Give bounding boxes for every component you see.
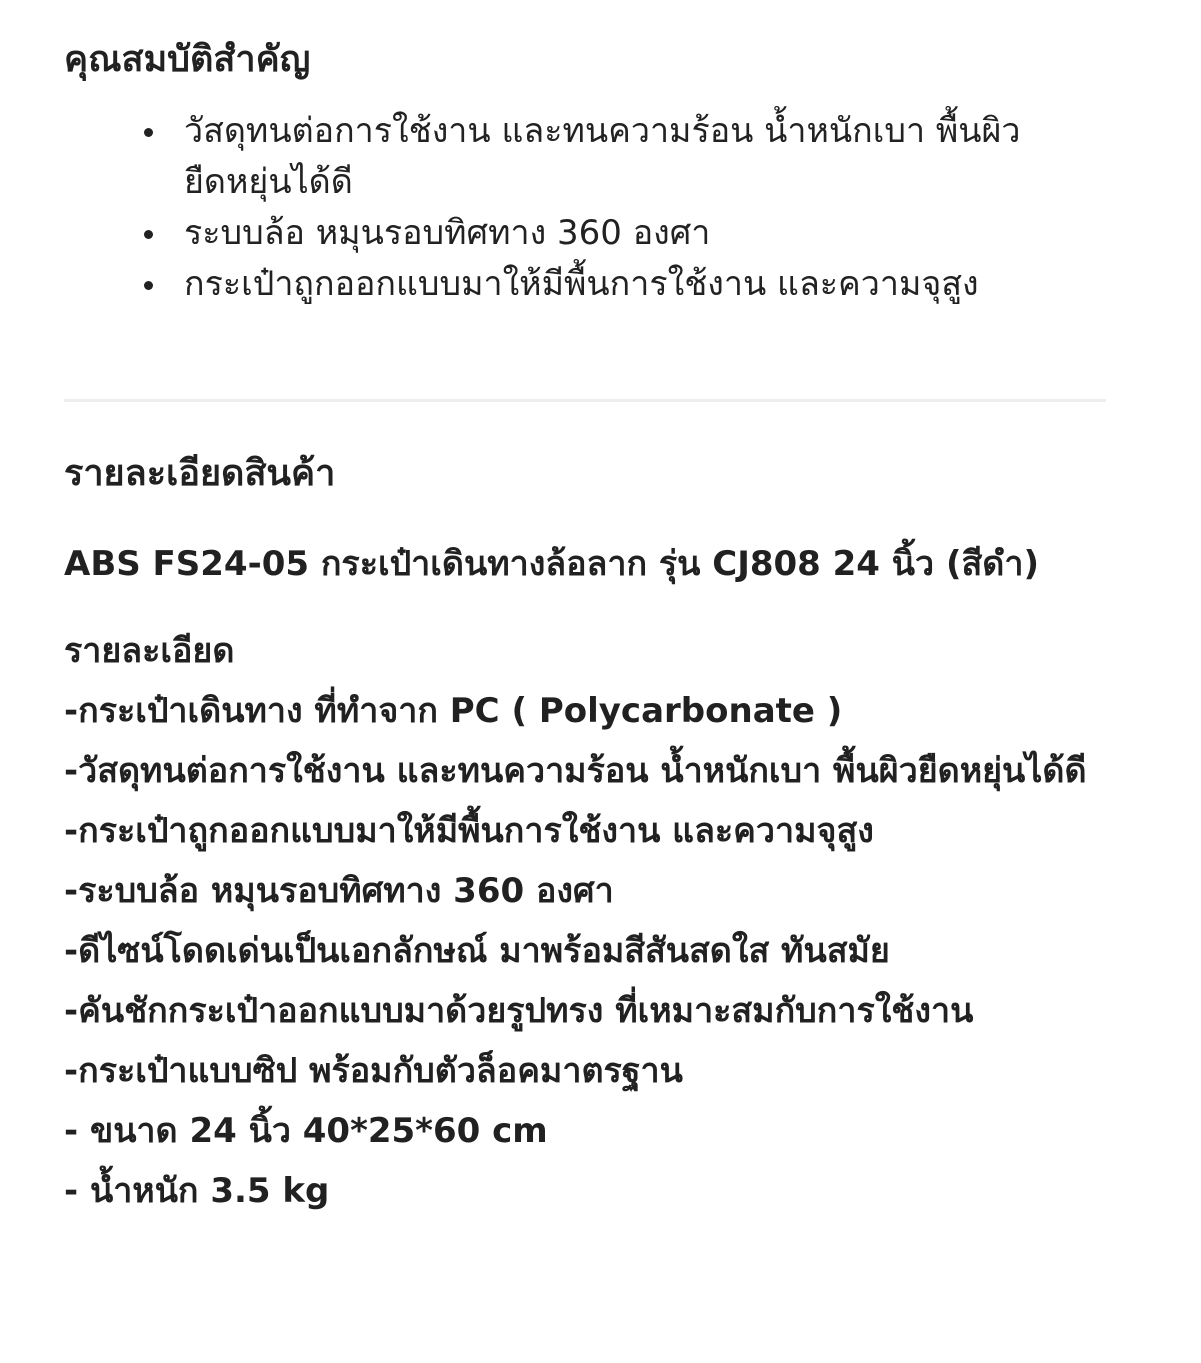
features-heading: คุณสมบัติสำคัญ	[64, 39, 311, 80]
bullet-icon	[144, 128, 153, 137]
detail-line: -กระเป๋าเดินทาง ที่ทำจาก PC ( Polycarbonate )	[64, 691, 843, 731]
feature-item-text: กระเป๋าถูกออกแบบมาให้มีพื้นการใช้งาน และความจุสูง	[184, 264, 979, 304]
detail-line: -กระเป๋าถูกออกแบบมาให้มีพื้นการใช้งาน และความจุสูง	[64, 811, 874, 851]
detail-line: - ขนาด 24 นิ้ว 40*25*60 cm	[64, 1111, 548, 1151]
bullet-icon	[144, 230, 153, 239]
feature-item	[64, 208, 1106, 259]
bullet-icon	[144, 281, 153, 290]
detail-line: -กระเป๋าแบบซิป พร้อมกับตัวล็อคมาตรฐาน	[64, 1051, 683, 1091]
detail-list	[64, 625, 1106, 1225]
detail-line: -วัสดุทนต่อการใช้งาน และทนความร้อน น้ำหนักเบา พื้นผิวยืดหยุ่นได้ดี	[64, 751, 1087, 791]
feature-item-text: วัสดุทนต่อการใช้งาน และทนความร้อน น้ำหนักเบา พื้นผิวยืดหยุ่นได้ดี	[184, 111, 1021, 202]
features-list	[64, 106, 1106, 310]
product-name: ABS FS24-05 กระเป๋าเดินทางล้อลาก รุ่น CJ808 24 นิ้ว (สีดำ)	[64, 544, 1039, 584]
feature-item-text: ระบบล้อ หมุนรอบทิศทาง 360 องศา	[184, 213, 711, 253]
details-heading: รายละเอียดสินค้า	[64, 453, 336, 494]
detail-line: -ระบบล้อ หมุนรอบทิศทาง 360 องศา	[64, 871, 614, 911]
detail-line: -ดีไซน์โดดเด่นเป็นเอกลักษณ์ มาพร้อมสีสันสดใส ทันสมัย	[64, 931, 890, 971]
detail-line: - น้ำหนัก 3.5 kg	[64, 1171, 330, 1211]
feature-item	[64, 106, 1106, 208]
section-divider	[64, 399, 1106, 402]
feature-item	[64, 259, 1106, 310]
detail-line: -คันชักกระเป๋าออกแบบมาด้วยรูปทรง ที่เหมาะสมกับการใช้งาน	[64, 991, 974, 1031]
detail-line: รายละเอียด	[64, 631, 235, 671]
